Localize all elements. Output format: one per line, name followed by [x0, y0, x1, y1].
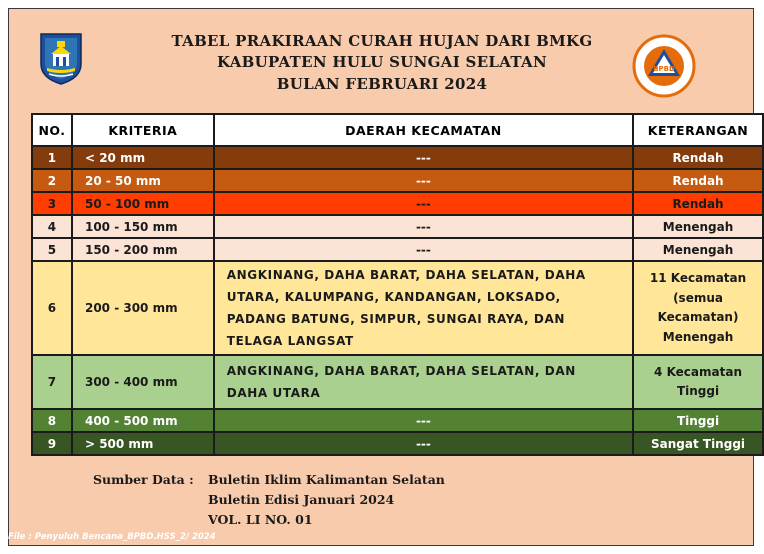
source-line-2: Buletin Edisi Januari 2024	[208, 492, 395, 507]
cell-kriteria: 50 - 100 mm	[72, 192, 214, 215]
bpbd-logo-icon	[632, 34, 696, 98]
cell-keterangan	[633, 261, 763, 355]
daerah-line: DAHA UTARA	[226, 386, 321, 400]
header-no: NO.	[32, 114, 72, 146]
cell-kriteria: 300 - 400 mm	[72, 355, 214, 409]
cell-no: 7	[32, 355, 72, 409]
cell-keterangan: Rendah	[633, 192, 763, 215]
table-row	[32, 192, 763, 215]
cell-kriteria: 20 - 50 mm	[72, 169, 214, 192]
cell-no: 9	[32, 432, 72, 455]
file-note: File : Penyuluh Bencana_BPBD.HSS_2/ 2024	[8, 532, 216, 542]
cell-kriteria: 150 - 200 mm	[72, 238, 214, 261]
cell-daerah	[214, 355, 633, 409]
table-row	[32, 146, 763, 169]
cell-keterangan	[633, 355, 763, 409]
kabupaten-emblem-icon	[37, 32, 85, 86]
table-row	[32, 261, 763, 355]
cell-no: 3	[32, 192, 72, 215]
keterangan-line: (semua	[673, 290, 723, 305]
cell-kriteria: < 20 mm	[72, 146, 214, 169]
keterangan-line: 4 Kecamatan	[654, 364, 742, 379]
cell-no: 8	[32, 409, 72, 432]
table-row	[32, 238, 763, 261]
cell-keterangan: Sangat Tinggi	[633, 432, 763, 455]
cell-kriteria: 400 - 500 mm	[72, 409, 214, 432]
cell-no: 1	[32, 146, 72, 169]
cell-no: 6	[32, 261, 72, 355]
cell-daerah: ---	[214, 215, 633, 238]
cell-daerah	[214, 261, 633, 355]
rainfall-forecast-table	[31, 113, 764, 456]
cell-keterangan: Rendah	[633, 169, 763, 192]
cell-daerah: ---	[214, 169, 633, 192]
daerah-line: PADANG BATUNG, SIMPUR, SUNGAI RAYA, DAN	[226, 312, 565, 326]
table-header-row	[32, 114, 763, 146]
keterangan-line: Kecamatan)	[657, 310, 739, 324]
daerah-line: ANGKINANG, DAHA BARAT, DAHA SELATAN, DAHA	[226, 268, 586, 282]
source-label: Sumber Data :	[93, 472, 194, 487]
header-kriteria: KRITERIA	[72, 114, 214, 146]
cell-daerah: ---	[214, 432, 633, 455]
table-row	[32, 215, 763, 238]
table-row	[32, 169, 763, 192]
daerah-line: UTARA, KALUMPANG, KANDANGAN, LOKSADO,	[226, 290, 561, 304]
source-line-3: VOL. LI NO. 01	[208, 512, 313, 527]
cell-kriteria: 100 - 150 mm	[72, 215, 214, 238]
table-row	[32, 432, 763, 455]
cell-keterangan: Menengah	[633, 238, 763, 261]
cell-no: 5	[32, 238, 72, 261]
keterangan-line: Menengah	[662, 329, 734, 344]
title-line-3: BULAN FEBRUARI 2024	[276, 75, 488, 93]
bpbd-logo-text: BPBD	[653, 65, 675, 73]
cell-no: 4	[32, 215, 72, 238]
cell-keterangan: Rendah	[633, 146, 763, 169]
cell-daerah: ---	[214, 192, 633, 215]
cell-keterangan: Tinggi	[633, 409, 763, 432]
daerah-line: ANGKINANG, DAHA BARAT, DAHA SELATAN, DAN	[226, 364, 576, 378]
cell-daerah: ---	[214, 409, 633, 432]
cell-daerah: ---	[214, 238, 633, 261]
cell-daerah: ---	[214, 146, 633, 169]
daerah-line: TELAGA LANGSAT	[226, 334, 354, 348]
source-line-1: Buletin Iklim Kalimantan Selatan	[208, 472, 445, 487]
cell-no: 2	[32, 169, 72, 192]
cell-keterangan: Menengah	[633, 215, 763, 238]
header-keterangan: KETERANGAN	[633, 114, 763, 146]
keterangan-line: Tinggi	[676, 384, 720, 398]
title-line-2: KABUPATEN HULU SUNGAI SELATAN	[217, 53, 547, 71]
header-daerah: DAERAH KECAMATAN	[214, 114, 633, 146]
table-row	[32, 355, 763, 409]
title-line-1: TABEL PRAKIRAAN CURAH HUJAN DARI BMKG	[171, 32, 593, 50]
cell-kriteria: > 500 mm	[72, 432, 214, 455]
table-row	[32, 409, 763, 432]
keterangan-line: 11 Kecamatan	[649, 271, 747, 285]
cell-kriteria: 200 - 300 mm	[72, 261, 214, 355]
